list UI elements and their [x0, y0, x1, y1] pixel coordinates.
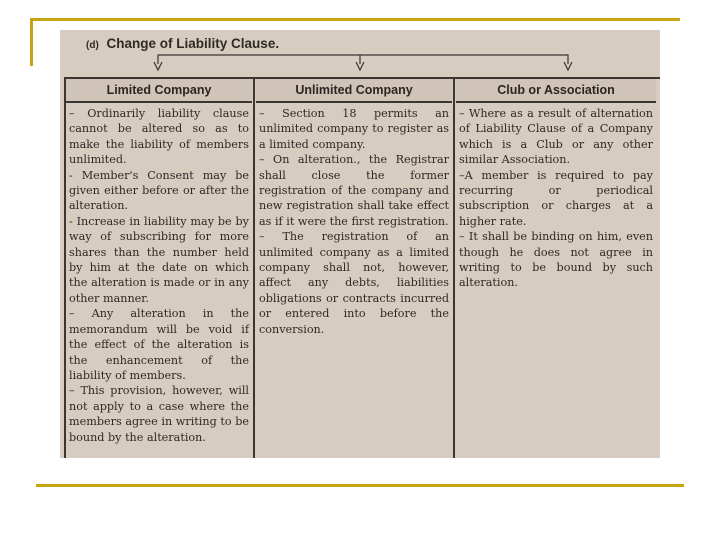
document-photo: [60, 30, 660, 458]
column-divider: [453, 79, 455, 458]
slide-frame-bottom-rule: [36, 484, 684, 487]
section-label: (d): [86, 40, 99, 51]
column-limited-company: [66, 103, 252, 458]
column-unlimited-company: [256, 103, 452, 458]
column-divider: [253, 79, 255, 458]
column-club-association: [456, 103, 656, 458]
section-heading: [86, 36, 279, 51]
table-cell-text: - Member's Consent may be given either before or after the alteration.: [69, 168, 249, 213]
column-header-limited-company: Limited Company: [66, 79, 252, 103]
slide-frame-left-rule: [30, 18, 33, 66]
column-header-unlimited-company: Unlimited Company: [256, 79, 452, 103]
comparison-table: [64, 77, 660, 458]
table-cell-text: – It shall be binding on him, even though he does not agree in writing to be bound by such alteration.: [459, 230, 653, 290]
table-cell-text: – Where as a result of alternation of Liability Clause of a Company which is a Club or any other similar Association.: [459, 107, 653, 167]
table-cell-text: – This provision, however, will not apply to a case where the members agree in writing to be bound by the alteration.: [69, 384, 249, 444]
table-cell-text: – The registration of an unlimited company as a limited company shall not, however, affect any debts, liabilities obligations or contracts incurred or entered into before the conversion.: [259, 230, 449, 336]
branch-arrows: [60, 52, 660, 80]
table-cell-text: – On alteration., the Registrar shall close the former registration of the company and new registration shall take effect as if it were the first registration.: [259, 153, 449, 228]
column-header-club-association: Club or Association: [456, 79, 656, 103]
table-cell-text: – Section 18 permits an unlimited company to register as a limited company.: [259, 107, 449, 151]
slide-frame-top-rule: [30, 18, 680, 21]
table-cell-text: –A member is required to pay recurring or periodical subscription or charges at a higher rate.: [459, 168, 653, 228]
table-cell-text: – Ordinarily liability clause cannot be altered so as to make the liability of members unlimited.: [69, 107, 249, 167]
table-cell-text: - Increase in liability may be by way of subscribing for more shares than the number held by him at the date on which the alteration is made or in any other manner.: [69, 214, 249, 305]
table-cell-text: – Any alteration in the memorandum will be void if the effect of the alteration is the enhancement of the liability of members.: [69, 307, 249, 382]
section-title: Change of Liability Clause.: [106, 36, 280, 51]
